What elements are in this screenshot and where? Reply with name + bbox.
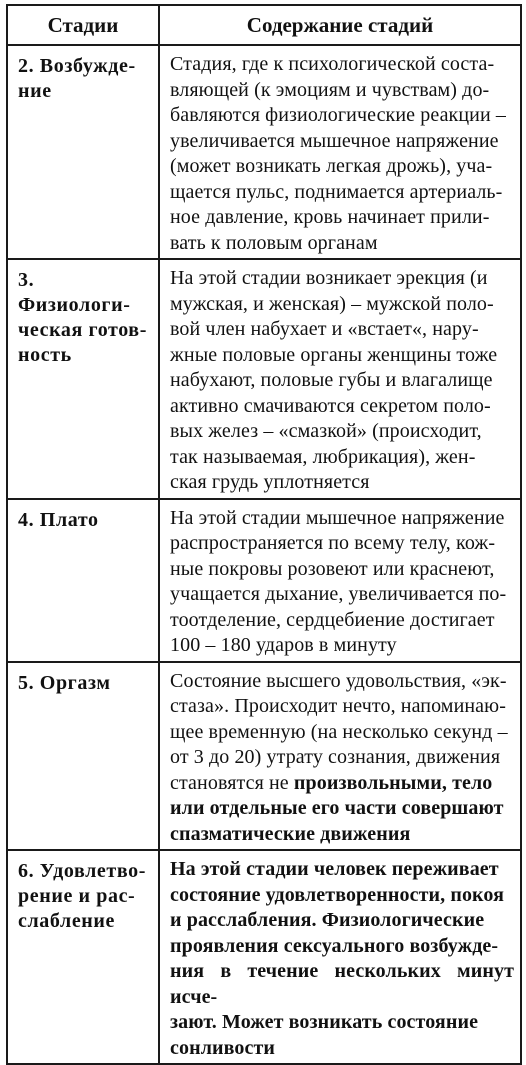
description-line: стаза». Происходит нечто, напоминаю- (170, 695, 506, 717)
description-line: бавляются физиологические реакции – (170, 104, 506, 126)
stage-description (160, 663, 520, 850)
stage-name (8, 851, 158, 934)
description-line: увеличивается мышечное напряжение (170, 129, 499, 152)
description-line: На этой стадии человек переживает (170, 858, 499, 880)
stage-name-line: рение и рас- (18, 885, 136, 907)
content-cell (159, 850, 521, 1064)
description-line: так называемая, любрикация), жен- (170, 445, 476, 468)
stage-cell (7, 45, 159, 259)
stage-description (160, 260, 520, 498)
column-header-content: Содержание стадий (159, 5, 521, 45)
stage-cell (7, 850, 159, 1064)
stage-name (8, 46, 158, 104)
description-line: щается пульс, поднимается артериаль- (170, 180, 503, 203)
table-row (7, 259, 521, 499)
stage-name (8, 663, 158, 696)
description-fragment-bold: произвольными, тело (293, 771, 493, 794)
stage-description (160, 500, 520, 661)
description-fragment: становятся не (170, 771, 294, 794)
table-row (7, 850, 521, 1064)
content-cell (159, 45, 521, 259)
description-line: На этой стадии возникает эрекция (и (170, 267, 488, 289)
content-cell (159, 499, 521, 662)
stage-name-line: ность (18, 344, 72, 366)
table-row (7, 499, 521, 662)
description-line: На этой стадии мышечное напряжение (170, 506, 505, 529)
description-line: ская грудь уплотняется (170, 471, 370, 493)
description-line: мужская, и женская) – мужской поло- (170, 292, 494, 315)
description-line: проявления сексуального возбужде- (170, 934, 499, 957)
stage-name-line: ние (18, 80, 52, 102)
description-line: вляющей (к эмоциям и чувствам) до- (170, 78, 490, 101)
table-header-row (7, 5, 521, 45)
description-line: вой член набухает и «встает«, нару- (170, 318, 479, 340)
description-line: или отдельные его части совершают (170, 797, 504, 819)
description-line: Состояние высшего удовольствия, «эк- (170, 669, 507, 692)
stage-name (8, 500, 158, 533)
description-line: учащается дыхание, увеличивается по- (170, 583, 507, 605)
description-line: ное давление, кровь начинает прили- (170, 206, 490, 228)
description-line: сонливости (170, 1036, 276, 1059)
description-line: от 3 до 20) утрату сознания, движения (170, 746, 501, 768)
stage-name-line: ческая готов- (18, 319, 147, 341)
stages-table (6, 4, 522, 1065)
description-line: набухают, половые губы и влагалище (170, 369, 493, 391)
description-line (170, 771, 514, 797)
description-line: распространяется по всему телу, кож- (170, 532, 496, 554)
description-line: ния в течение нескольких минут исче- (170, 960, 514, 1008)
stage-description (160, 46, 520, 258)
stage-name-line: 6. Удовлетво- (18, 860, 146, 882)
description-line: щее временную (на несколько секунд – (170, 720, 508, 743)
table-row (7, 45, 521, 259)
description-line: активно смачиваются секретом поло- (170, 394, 491, 417)
description-line: зают. Может возникать состояние (170, 1011, 479, 1033)
description-line: жные половые органы женщины тоже (170, 343, 498, 366)
table-row (7, 662, 521, 851)
column-header-stage: Стадии (7, 5, 159, 45)
stage-name-line: 5. Оргазм (18, 671, 111, 694)
stage-name (8, 260, 158, 368)
description-line: (может возникать легкая дрожь), уча- (170, 155, 493, 177)
content-cell (159, 662, 521, 851)
description-line: вых желез – «смазкой» (происходит, (170, 420, 482, 442)
description-line: и расслабления. Физиологические (170, 909, 485, 931)
stage-name-line: слабление (18, 910, 116, 932)
stage-name-line: 2. Возбужде- (18, 55, 136, 77)
stage-cell (7, 499, 159, 662)
stage-cell (7, 662, 159, 851)
description-line: Стадия, где к психологической соста- (170, 53, 495, 75)
description-line: 100 – 180 ударов в минуту (170, 634, 397, 656)
description-line: спазматические движения (170, 822, 411, 845)
description-line: тоотделение, сердцебиение достигает (170, 608, 495, 631)
description-line: состояние удовлетворенности, покоя (170, 883, 505, 906)
stage-cell (7, 259, 159, 499)
stage-name-line: 4. Плато (18, 508, 99, 531)
content-cell (159, 259, 521, 499)
description-line: вать к половым органам (170, 231, 378, 254)
stage-description (160, 851, 520, 1063)
stage-name-line: 3. Физиологи- (18, 269, 131, 316)
description-line: ные покровы розовеют или краснеют, (170, 557, 495, 580)
